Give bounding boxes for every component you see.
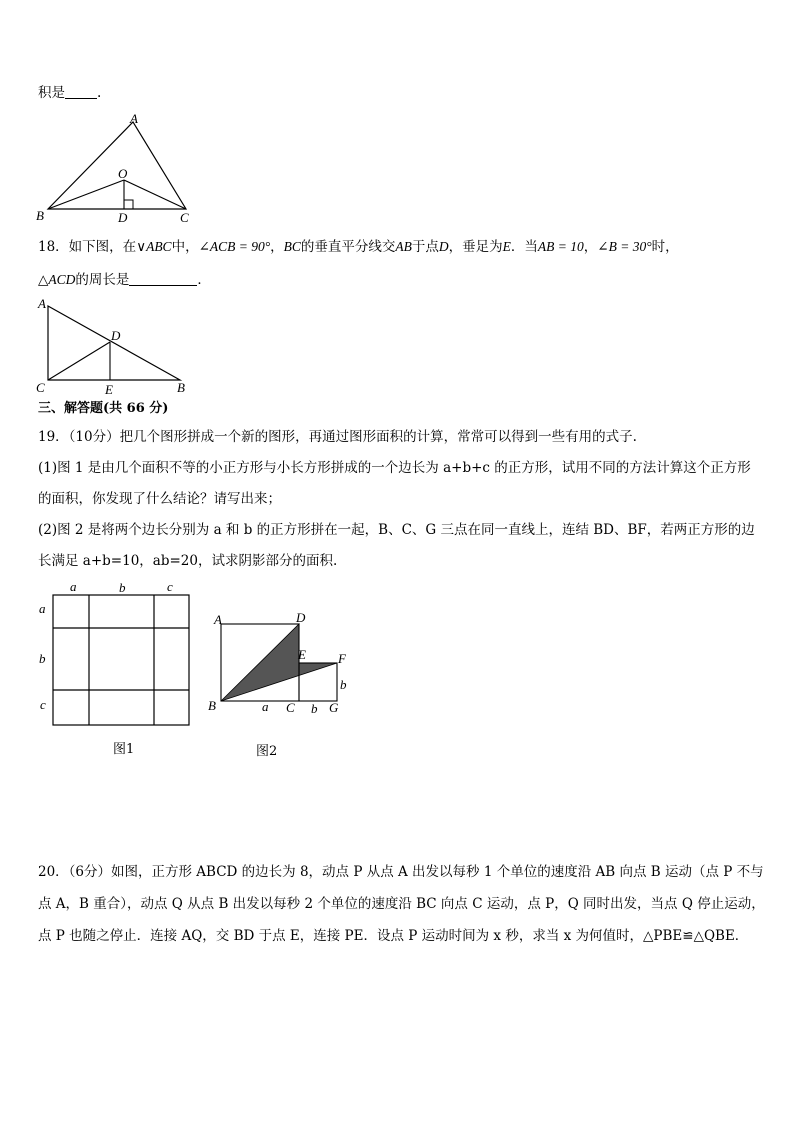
q17-tail-line	[38, 84, 101, 102]
fig2-label-F: F	[338, 651, 346, 666]
fig1-top-a: a	[70, 579, 77, 594]
fig2-label-G: G	[329, 700, 339, 715]
q19-line1: 19．（10分）把几个图形拼成一个新的图形，再通过图形面积的计算，常常可以得到一些有用的式子.	[38, 429, 637, 445]
fig2-label-b-right: b	[340, 677, 347, 692]
fig2-label-b-bottom: b	[311, 701, 318, 716]
q17-label-O: O	[118, 166, 128, 181]
q18-line2	[38, 271, 211, 289]
q18-sep-1: ，	[270, 239, 284, 255]
q20-line2: 点 A，B 重合），动点 Q 从点 B 出发以每秒 2 个单位的速度沿 BC 向点 C 运动，点 P，Q 同时出发，当点 Q 停止运动，	[38, 896, 765, 912]
fig1-left-b: b	[39, 651, 46, 666]
fig1-caption: 图1	[113, 742, 135, 757]
fig2-label-E: E	[298, 647, 306, 662]
q17-triangle-figure	[36, 112, 196, 228]
q18-text-5: ．当	[510, 239, 538, 255]
q18-label-A: A	[38, 296, 46, 311]
q17-label-D: D	[118, 210, 128, 225]
q18-label-E: E	[105, 382, 113, 397]
q18-triangle: ∨ABC	[136, 239, 172, 254]
q18-label-C: C	[36, 380, 45, 395]
q18-line1	[38, 238, 679, 256]
q18-text-3: 于点	[411, 239, 439, 255]
q19-figure-1	[36, 580, 196, 730]
fig2-label-C: C	[286, 700, 295, 715]
q18-triangle-figure	[34, 296, 194, 396]
q18-ab: AB	[395, 239, 412, 254]
fig1-top-b: b	[119, 580, 126, 595]
q17-label-C: C	[180, 210, 189, 225]
fig1-top-c: c	[167, 579, 173, 594]
q20-line1: 20．（6分）如图，正方形 ABCD 的边长为 8，动点 P 从点 A 出发以每秒 1 个单位的速度沿 AB 向点 B 运动（点 P 不与	[38, 864, 764, 880]
fig2-label-A: A	[214, 612, 222, 627]
q18-text-1: 中，	[171, 239, 199, 255]
q17-label-B: B	[36, 208, 44, 223]
q18-label-D: D	[111, 328, 121, 343]
q18-text-2: 的垂直平分线交	[300, 239, 396, 255]
q17-period: .	[97, 85, 102, 101]
q19-line4: (2)图 2 是将两个边长分别为 a 和 b 的正方形拼在一起，B、C、G 三点在同一直线上，连结 BD、BF，若两正方形的边	[38, 522, 755, 538]
q20-line3: 点 P 也随之停止．连接 AQ，交 BD 于点 E，连接 PE．设点 P 运动时间为 x 秒，求当 x 为何值时，△PBE≌△QBE．	[38, 928, 749, 944]
q18-angle-acb: ∠ACB = 90°	[198, 239, 271, 254]
q18-number: 18．如下图，在	[38, 239, 137, 255]
q18-text-7: 的周长是	[75, 272, 130, 288]
q18-label-B: B	[177, 380, 185, 395]
q18-d: D	[438, 239, 449, 254]
q17-tail-text: 积是	[38, 85, 65, 101]
q19-line2: (1)图 1 是由几个面积不等的小正方形与小长方形拼成的一个边长为 a+b+c 的正方形，试用不同的方法计算这个正方形	[38, 460, 751, 476]
q17-label-A: A	[130, 111, 138, 126]
fig2-caption: 图2	[256, 744, 278, 759]
q18-e: E	[502, 239, 511, 254]
q18-ab-equals: AB = 10	[537, 239, 584, 254]
fig1-left-a: a	[39, 601, 46, 616]
q18-period: ．	[197, 272, 211, 288]
q18-text-6: 时，	[651, 239, 679, 255]
q18-triangle-acd: △ACD	[38, 272, 76, 287]
q18-answer-blank	[129, 271, 197, 286]
q18-text-4: ，垂足为	[448, 239, 503, 255]
q18-bc: BC	[283, 239, 301, 254]
section-3-heading: 三、解答题(共 66 分)	[38, 401, 169, 416]
q19-line3: 的面积，你发现了什么结论？请写出来；	[38, 491, 281, 507]
q19-figure-2	[206, 612, 366, 722]
q18-sep-2: ，	[583, 239, 598, 255]
fig1-left-c: c	[40, 697, 46, 712]
fig2-label-B: B	[208, 698, 216, 713]
q17-answer-blank	[65, 84, 97, 99]
fig2-label-D: D	[296, 610, 306, 625]
q18-angle-b: ∠B = 30°	[597, 239, 652, 254]
fig2-label-a: a	[262, 699, 269, 714]
q19-line5: 长满足 a+b=10，ab=20，试求阴影部分的面积.	[38, 553, 338, 569]
